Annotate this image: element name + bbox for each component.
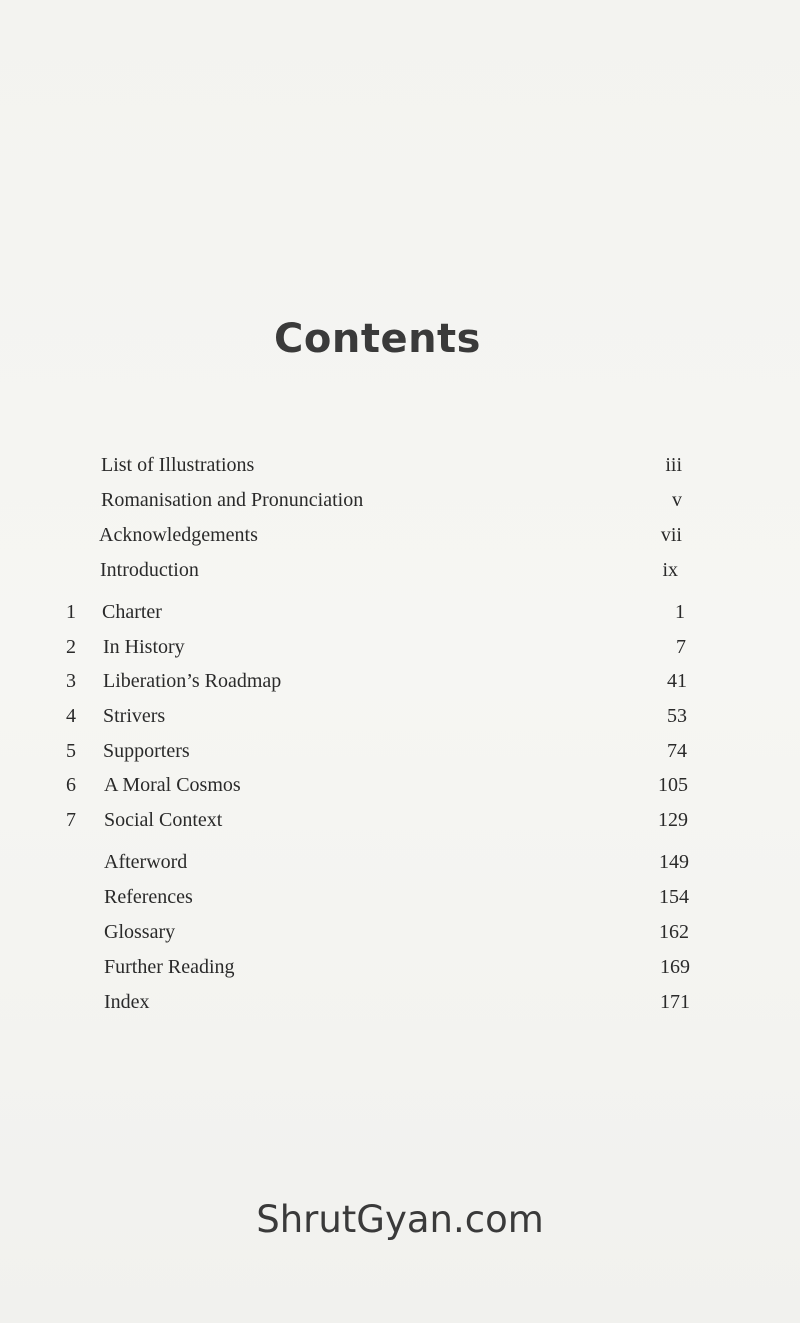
chapter-number: 3 bbox=[66, 670, 76, 692]
toc-entry bbox=[0, 851, 800, 881]
toc-entry-label: References bbox=[104, 886, 193, 908]
toc-entry-page: 171 bbox=[660, 991, 690, 1013]
chapter-number: 4 bbox=[66, 705, 76, 727]
chapter-page: 105 bbox=[658, 774, 688, 796]
chapter-page: 74 bbox=[667, 740, 687, 762]
toc-entry-page: vii bbox=[660, 524, 682, 546]
chapter-number: 5 bbox=[66, 740, 76, 762]
toc-chapter bbox=[0, 774, 800, 804]
chapter-page: 7 bbox=[676, 636, 686, 658]
toc-entry-label: Further Reading bbox=[104, 956, 235, 978]
chapter-title: In History bbox=[103, 636, 185, 658]
toc-entry bbox=[0, 559, 800, 589]
toc-entry bbox=[0, 991, 800, 1021]
toc-entry bbox=[0, 454, 800, 484]
toc-chapter bbox=[0, 670, 800, 700]
toc-entry-page: v bbox=[672, 489, 682, 511]
toc-chapter bbox=[0, 809, 800, 839]
toc-chapter bbox=[0, 705, 800, 735]
chapter-title: Social Context bbox=[104, 809, 223, 831]
toc-entry-page: iii bbox=[665, 454, 682, 476]
chapter-number: 1 bbox=[66, 601, 76, 623]
toc-entry-label: Introduction bbox=[100, 559, 199, 581]
chapter-title: A Moral Cosmos bbox=[104, 774, 241, 796]
chapter-title: Charter bbox=[102, 601, 162, 623]
chapter-number: 6 bbox=[66, 774, 76, 796]
toc-entry-label: Glossary bbox=[104, 921, 176, 943]
chapter-title: Strivers bbox=[103, 705, 166, 727]
toc-chapter bbox=[0, 740, 800, 770]
toc-entry-page: 169 bbox=[660, 956, 690, 978]
toc-entry-label: Index bbox=[104, 991, 150, 1013]
toc-entry-label: Afterword bbox=[104, 851, 188, 873]
chapter-page: 1 bbox=[675, 601, 685, 623]
toc-chapter bbox=[0, 601, 800, 631]
toc-entry bbox=[0, 886, 800, 916]
chapter-page: 41 bbox=[667, 670, 687, 692]
toc-entry bbox=[0, 921, 800, 951]
chapter-title: Supporters bbox=[103, 740, 190, 762]
toc-entry-page: 162 bbox=[659, 921, 689, 943]
toc-entry-label: Romanisation and Pronunciation bbox=[101, 489, 364, 511]
chapter-page: 129 bbox=[658, 809, 688, 831]
toc-entry-label: Acknowledgements bbox=[99, 524, 258, 546]
toc-entry bbox=[0, 524, 800, 554]
chapter-title: Liberation’s Roadmap bbox=[103, 670, 282, 692]
toc-entry bbox=[0, 956, 800, 986]
toc-entry-page: ix bbox=[662, 559, 678, 581]
toc-chapter bbox=[0, 636, 800, 666]
toc-entry-page: 149 bbox=[659, 851, 689, 873]
chapter-page: 53 bbox=[667, 705, 687, 727]
toc-entry bbox=[0, 489, 800, 519]
watermark-brand: ShrutGyan.com bbox=[256, 1198, 544, 1241]
page-title: Contents bbox=[274, 316, 481, 362]
toc-entry-label: List of Illustrations bbox=[101, 454, 255, 476]
chapter-number: 2 bbox=[66, 636, 76, 658]
chapter-number: 7 bbox=[66, 809, 76, 831]
toc-entry-page: 154 bbox=[659, 886, 689, 908]
